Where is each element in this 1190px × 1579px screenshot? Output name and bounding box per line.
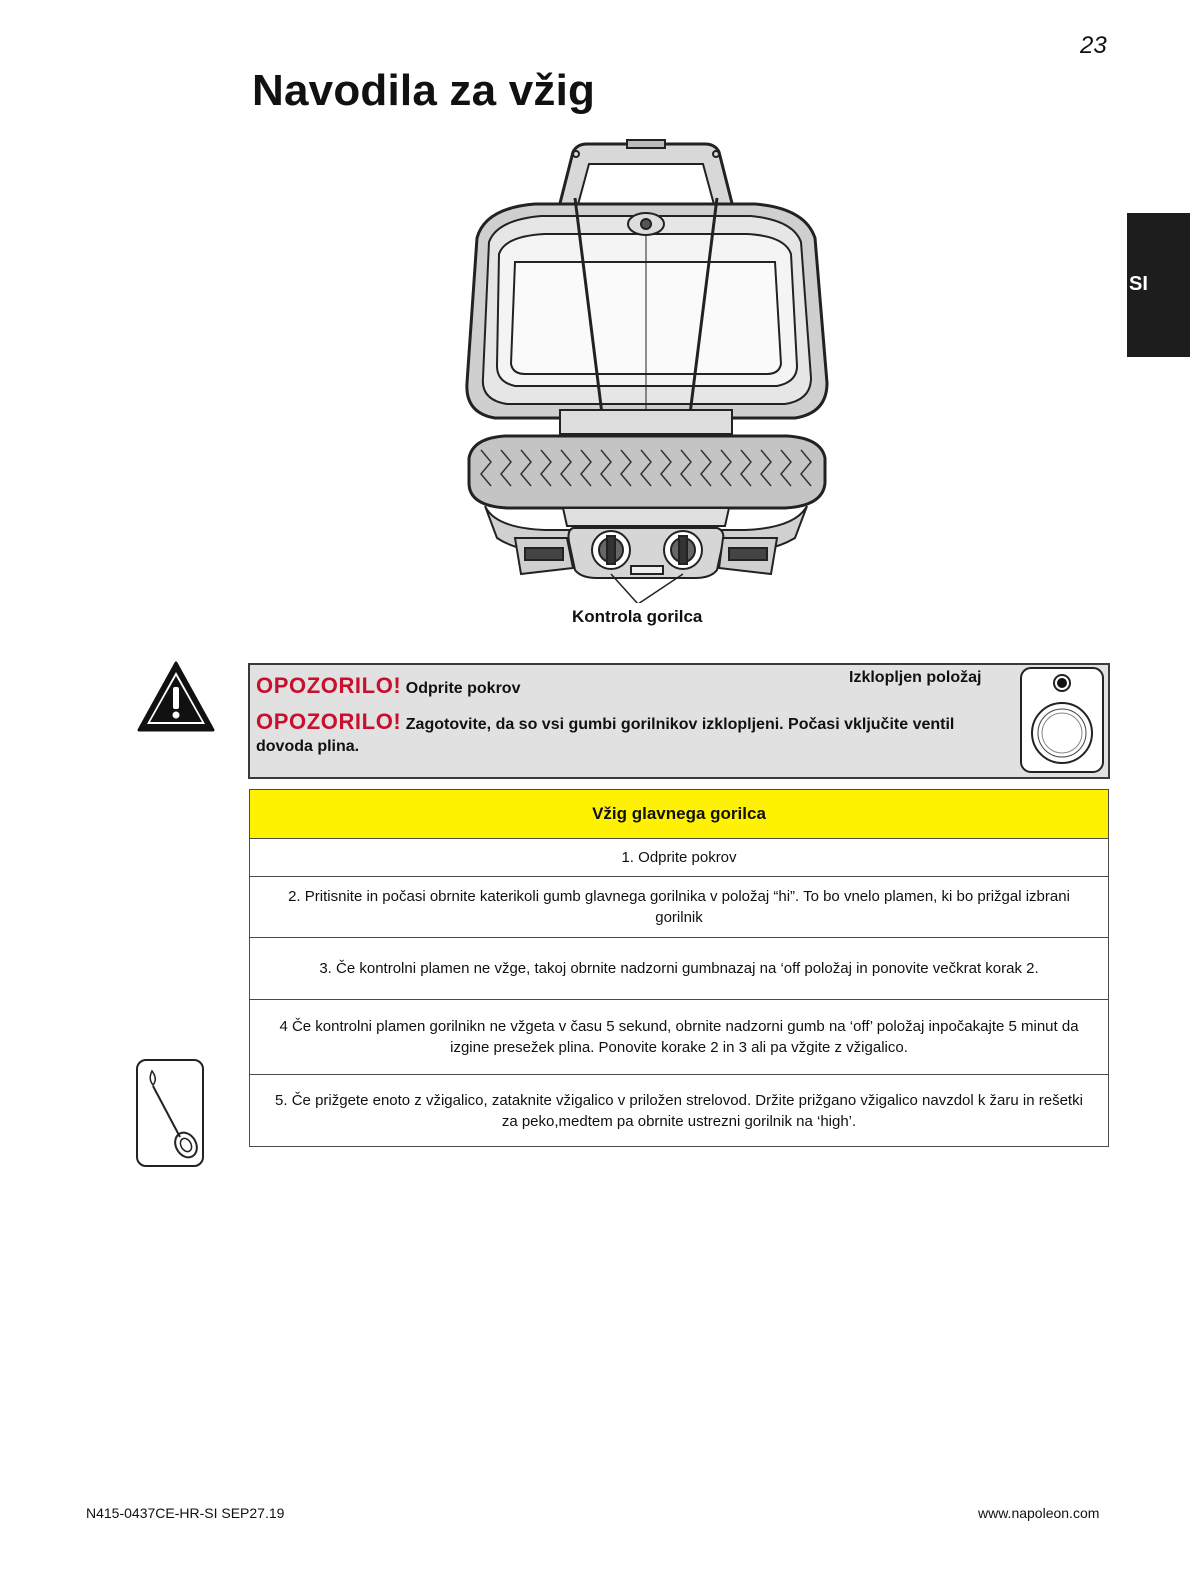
- match-lighting-rod-icon: [136, 1059, 204, 1167]
- grill-illustration: [455, 138, 835, 603]
- table-row: 4 Če kontrolni plamen gorilnikn ne vžgeta v času 5 sekund, obrnite nadzorni gumb na ‘off’ položaj inpočakajte 5 minut da izgine presežek plina. Ponovite korake 2 in 3 ali pa vžgite z vžigalico.: [250, 1000, 1109, 1075]
- warning-keyword: OPOZORILO!: [256, 709, 402, 734]
- language-tab-label: SI: [1129, 273, 1148, 295]
- figure-caption: Kontrola gorilca: [572, 607, 703, 626]
- table-row: 1. Odprite pokrov: [250, 839, 1109, 877]
- burner-knob-off-icon: [1020, 667, 1104, 773]
- table-row: 3. Če kontrolni plamen ne vžge, takoj obrnite nadzorni gumbnazaj na ‘off položaj in ponovite večkrat korak 2.: [250, 938, 1109, 1000]
- warning-keyword: OPOZORILO!: [256, 673, 402, 698]
- warning-text-1: Odprite pokrov: [405, 680, 521, 697]
- warning-line-2: [256, 711, 956, 758]
- table-row: 2. Pritisnite in počasi obrnite katerikoli gumb glavnega gorilnika v položaj “hi”. To bo vnelo plamen, ki bo prižgal izbrani gorilnik: [250, 877, 1109, 938]
- ignition-steps-table: [249, 789, 1109, 1147]
- warning-triangle-icon: [136, 660, 216, 734]
- website-link[interactable]: www.napoleon.com: [978, 1505, 1100, 1521]
- warning-text-2: Zagotovite, da so vsi gumbi gorilnikov izklopljeni. Počasi vključite ventil dovoda plina.: [256, 716, 955, 755]
- warning-line-1: [256, 675, 520, 700]
- language-tab: [1127, 213, 1190, 357]
- warning-box: [248, 663, 1110, 779]
- page-number: 23: [1080, 32, 1107, 59]
- document-code: N415-0437CE-HR-SI SEP27.19: [86, 1505, 285, 1521]
- table-header: Vžig glavnega gorilca: [250, 790, 1109, 839]
- table-row: 5. Če prižgete enoto z vžigalico, zataknite vžigalico v priložen strelovod. Držite prižgano vžigalico navzdol k žaru in rešetki za peko,medtem pa obrnite ustrezni gorilnik na ‘high’.: [250, 1075, 1109, 1147]
- off-position-label: Izklopljen položaj: [849, 669, 982, 686]
- page-title: Navodila za vžig: [252, 66, 596, 115]
